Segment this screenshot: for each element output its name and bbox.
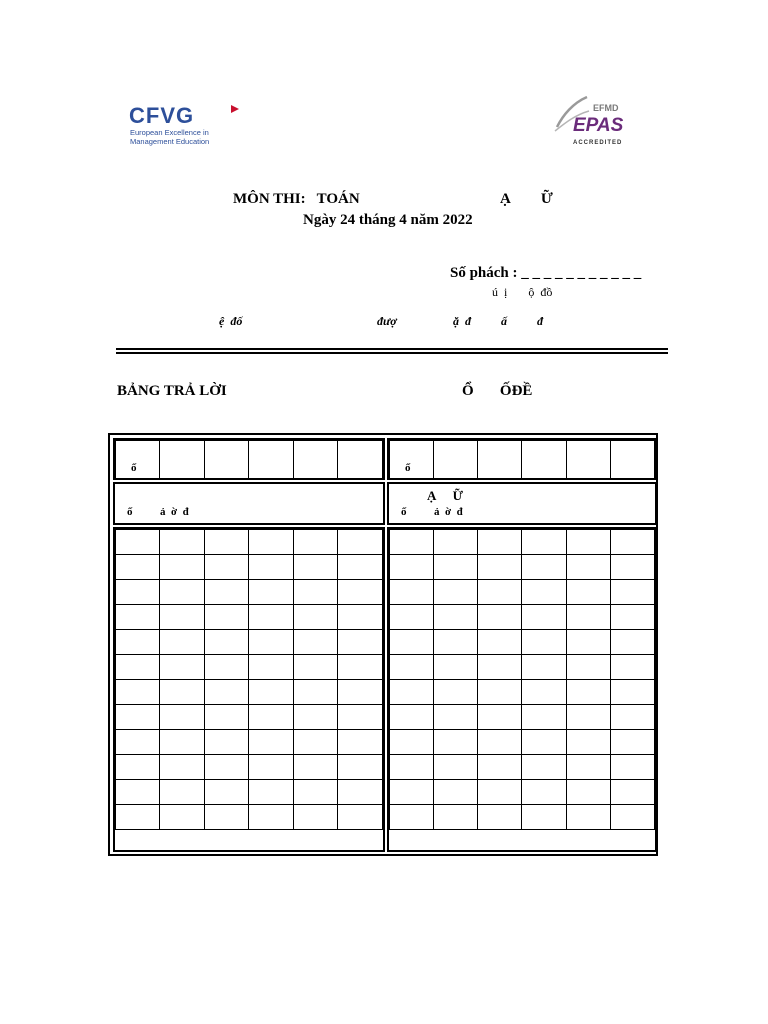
answer-cell[interactable] — [204, 780, 249, 805]
left-answer-table — [115, 529, 383, 830]
answer-cell[interactable] — [204, 530, 249, 555]
answer-cell[interactable] — [204, 605, 249, 630]
table-row — [116, 555, 383, 580]
cfvg-arrow-icon — [231, 105, 239, 113]
answer-cell[interactable] — [434, 580, 478, 605]
answer-cell[interactable] — [293, 580, 338, 605]
answer-cell[interactable] — [522, 730, 566, 755]
answer-cell[interactable] — [434, 730, 478, 755]
left-section-label: ố ả ờ đ — [127, 506, 189, 518]
right-header-cell[interactable] — [434, 441, 478, 479]
answer-cell[interactable] — [610, 555, 654, 580]
answer-cell[interactable] — [204, 755, 249, 780]
so-phach-field: Số phách : _ _ _ _ _ _ _ _ _ _ _ — [450, 265, 642, 281]
answer-cell[interactable] — [338, 680, 383, 705]
epas-logo — [553, 95, 633, 151]
answer-cell[interactable] — [610, 605, 654, 630]
answer-cell[interactable] — [522, 530, 566, 555]
table-row — [116, 580, 383, 605]
cfvg-logo — [125, 103, 245, 148]
answer-cell[interactable] — [338, 730, 383, 755]
right-header-cell[interactable] — [566, 441, 610, 479]
answer-cell[interactable] — [390, 705, 434, 730]
answer-cell[interactable] — [566, 780, 610, 805]
answer-cell[interactable] — [522, 630, 566, 655]
right-header-row — [389, 440, 655, 479]
answer-cell[interactable] — [338, 655, 383, 680]
exam-subject: MÔN THI: TOÁN — [233, 191, 360, 207]
answer-cell[interactable] — [610, 805, 654, 830]
answer-cell[interactable] — [293, 730, 338, 755]
left-header-cell[interactable] — [293, 441, 338, 479]
answer-cell[interactable] — [249, 530, 294, 555]
answer-cell[interactable] — [249, 680, 294, 705]
answer-cell[interactable] — [249, 580, 294, 605]
answer-cell[interactable] — [390, 555, 434, 580]
answer-cell[interactable] — [116, 655, 160, 680]
answer-cell[interactable] — [610, 755, 654, 780]
answer-cell[interactable] — [566, 555, 610, 580]
instruction-2: đượ — [377, 314, 397, 328]
answer-cell[interactable] — [116, 805, 160, 830]
answer-cell[interactable] — [566, 805, 610, 830]
right-answer-table — [389, 529, 655, 830]
answer-cell[interactable] — [478, 755, 522, 780]
answer-cell[interactable] — [390, 630, 434, 655]
answer-cell[interactable] — [160, 605, 205, 630]
answer-cell[interactable] — [116, 605, 160, 630]
answer-cell[interactable] — [566, 655, 610, 680]
instruction-3: ặ đ ấ đ — [453, 314, 543, 328]
answer-cell[interactable] — [160, 780, 205, 805]
answer-cell[interactable] — [522, 755, 566, 780]
exam-subject-part2: Ạ Ữ — [500, 191, 553, 207]
answer-cell[interactable] — [390, 755, 434, 780]
answer-cell[interactable] — [249, 805, 294, 830]
answer-cell[interactable] — [522, 680, 566, 705]
answer-cell[interactable] — [390, 605, 434, 630]
answer-cell[interactable] — [160, 755, 205, 780]
right-header-cell[interactable] — [478, 441, 522, 479]
table-row — [116, 780, 383, 805]
answer-cell[interactable] — [522, 705, 566, 730]
answer-cell[interactable] — [293, 780, 338, 805]
answer-cell[interactable] — [522, 580, 566, 605]
answer-cell[interactable] — [434, 555, 478, 580]
answer-cell[interactable] — [293, 680, 338, 705]
table-row — [116, 655, 383, 680]
table-row — [116, 680, 383, 705]
answer-cell[interactable] — [293, 805, 338, 830]
right-header-box — [387, 438, 657, 480]
answer-cell[interactable] — [434, 655, 478, 680]
left-header-row — [115, 440, 383, 479]
answer-cell[interactable] — [478, 580, 522, 605]
answer-cell[interactable] — [116, 705, 160, 730]
answer-cell[interactable] — [160, 555, 205, 580]
answer-cell[interactable] — [478, 530, 522, 555]
answer-cell[interactable] — [390, 805, 434, 830]
answer-cell[interactable] — [249, 780, 294, 805]
answer-cell[interactable] — [522, 780, 566, 805]
answer-cell[interactable] — [338, 630, 383, 655]
answer-cell[interactable] — [160, 530, 205, 555]
answer-cell[interactable] — [338, 555, 383, 580]
answer-cell[interactable] — [434, 755, 478, 780]
table-row — [390, 580, 655, 605]
table-row — [116, 805, 383, 830]
answer-cell[interactable] — [116, 530, 160, 555]
answer-cell[interactable] — [293, 655, 338, 680]
answer-cell[interactable] — [160, 580, 205, 605]
cfvg-logo-text: CFVG — [129, 103, 195, 128]
answer-cell[interactable] — [434, 605, 478, 630]
answer-cell[interactable] — [249, 755, 294, 780]
answer-cell[interactable] — [204, 805, 249, 830]
answer-cell[interactable] — [338, 780, 383, 805]
table-row — [390, 755, 655, 780]
answer-sheet-code: Ổ ỐĐỀ — [462, 383, 533, 399]
answer-cell[interactable] — [522, 655, 566, 680]
table-row — [116, 630, 383, 655]
answer-cell[interactable] — [249, 630, 294, 655]
exam-date: Ngày 24 tháng 4 năm 2022 — [303, 212, 473, 228]
epas-accredited-label: ACCREDITED — [573, 140, 623, 146]
table-row — [390, 730, 655, 755]
answer-cell[interactable] — [116, 680, 160, 705]
answer-cell[interactable] — [338, 705, 383, 730]
answer-cell[interactable] — [390, 730, 434, 755]
answer-cell[interactable] — [522, 555, 566, 580]
answer-cell[interactable] — [204, 680, 249, 705]
answer-cell[interactable] — [478, 730, 522, 755]
answer-cell[interactable] — [160, 630, 205, 655]
cfvg-tagline-1: European Excellence in — [130, 128, 209, 137]
left-answer-box — [113, 527, 385, 852]
table-row — [390, 705, 655, 730]
answer-cell[interactable] — [566, 605, 610, 630]
answer-cell[interactable] — [566, 705, 610, 730]
table-row — [390, 555, 655, 580]
table-row — [116, 730, 383, 755]
answer-cell[interactable] — [249, 555, 294, 580]
answer-cell[interactable] — [293, 605, 338, 630]
answer-cell[interactable] — [116, 780, 160, 805]
answer-cell[interactable] — [522, 805, 566, 830]
right-header-label: ố — [405, 462, 411, 474]
answer-cell[interactable] — [478, 630, 522, 655]
answer-cell[interactable] — [566, 755, 610, 780]
answer-cell[interactable] — [566, 530, 610, 555]
instruction-1: ệ đố — [219, 314, 243, 328]
right-header-cell[interactable] — [522, 441, 566, 479]
table-row — [116, 530, 383, 555]
answer-cell[interactable] — [610, 705, 654, 730]
answer-cell[interactable] — [610, 530, 654, 555]
divider-line-bottom — [116, 352, 668, 354]
table-row — [116, 755, 383, 780]
answer-cell[interactable] — [293, 555, 338, 580]
left-header-cell[interactable] — [160, 441, 205, 479]
answer-cell[interactable] — [434, 805, 478, 830]
epas-efmd-label: EFMD — [593, 103, 619, 113]
answer-cell[interactable] — [478, 805, 522, 830]
answer-cell[interactable] — [478, 680, 522, 705]
left-header-box — [113, 438, 385, 480]
table-row — [390, 630, 655, 655]
answer-cell[interactable] — [249, 605, 294, 630]
answer-cell[interactable] — [116, 630, 160, 655]
right-header-cell[interactable] — [390, 441, 434, 479]
answer-cell[interactable] — [610, 630, 654, 655]
right-answer-box — [387, 527, 657, 852]
answer-cell[interactable] — [610, 580, 654, 605]
answer-cell[interactable] — [434, 705, 478, 730]
answer-cell[interactable] — [566, 730, 610, 755]
table-row — [390, 605, 655, 630]
answer-cell[interactable] — [522, 605, 566, 630]
answer-cell[interactable] — [204, 555, 249, 580]
left-header-cell[interactable] — [338, 441, 383, 479]
answer-cell[interactable] — [434, 530, 478, 555]
answer-cell[interactable] — [338, 755, 383, 780]
answer-cell[interactable] — [610, 680, 654, 705]
answer-cell[interactable] — [160, 705, 205, 730]
answer-cell[interactable] — [160, 655, 205, 680]
answer-grid-frame — [108, 433, 658, 856]
answer-cell[interactable] — [478, 780, 522, 805]
right-header-cell[interactable] — [610, 441, 654, 479]
so-phach-note: ú ị ộ đồ — [492, 285, 553, 299]
answer-cell[interactable] — [390, 780, 434, 805]
answer-cell[interactable] — [116, 730, 160, 755]
table-row — [116, 705, 383, 730]
left-header-cell[interactable] — [204, 441, 249, 479]
table-row — [390, 805, 655, 830]
answer-cell[interactable] — [204, 730, 249, 755]
answer-cell[interactable] — [390, 680, 434, 705]
epas-label: EPAS — [573, 115, 624, 136]
answer-cell[interactable] — [434, 780, 478, 805]
right-section-title: Ạ Ữ — [427, 488, 463, 503]
answer-cell[interactable] — [293, 530, 338, 555]
answer-cell[interactable] — [338, 805, 383, 830]
answer-cell[interactable] — [610, 730, 654, 755]
table-row — [390, 680, 655, 705]
answer-cell[interactable] — [390, 655, 434, 680]
answer-cell[interactable] — [434, 630, 478, 655]
left-header-cell[interactable] — [249, 441, 294, 479]
answer-cell[interactable] — [566, 630, 610, 655]
answer-cell[interactable] — [610, 780, 654, 805]
answer-cell[interactable] — [204, 705, 249, 730]
answer-cell[interactable] — [338, 605, 383, 630]
answer-cell[interactable] — [249, 655, 294, 680]
answer-cell[interactable] — [478, 555, 522, 580]
answer-cell[interactable] — [478, 705, 522, 730]
answer-cell[interactable] — [566, 680, 610, 705]
answer-cell[interactable] — [478, 605, 522, 630]
answer-cell[interactable] — [160, 805, 205, 830]
answer-cell[interactable] — [160, 680, 205, 705]
left-header-cell[interactable] — [116, 441, 160, 479]
left-label-box — [113, 482, 385, 525]
right-section-label: ố ả ờ đ — [401, 506, 463, 518]
answer-cell[interactable] — [338, 580, 383, 605]
answer-cell[interactable] — [293, 755, 338, 780]
answer-cell[interactable] — [249, 730, 294, 755]
answer-cell[interactable] — [566, 580, 610, 605]
answer-sheet-title: BẢNG TRẢ LỜI — [117, 383, 227, 399]
answer-cell[interactable] — [293, 630, 338, 655]
right-label-box — [387, 482, 657, 525]
answer-cell[interactable] — [204, 655, 249, 680]
answer-cell[interactable] — [204, 630, 249, 655]
answer-cell[interactable] — [390, 580, 434, 605]
answer-cell[interactable] — [204, 580, 249, 605]
answer-cell[interactable] — [390, 530, 434, 555]
table-row — [390, 655, 655, 680]
answer-cell[interactable] — [434, 680, 478, 705]
answer-cell[interactable] — [116, 555, 160, 580]
left-header-label: ố — [131, 462, 137, 474]
divider-line-top — [116, 348, 668, 350]
answer-cell[interactable] — [293, 705, 338, 730]
answer-cell[interactable] — [116, 580, 160, 605]
answer-cell[interactable] — [160, 730, 205, 755]
answer-cell[interactable] — [338, 530, 383, 555]
answer-cell[interactable] — [610, 655, 654, 680]
answer-cell[interactable] — [116, 755, 160, 780]
table-row — [390, 780, 655, 805]
answer-cell[interactable] — [478, 655, 522, 680]
cfvg-tagline-2: Management Education — [130, 137, 210, 146]
table-row — [116, 605, 383, 630]
answer-cell[interactable] — [249, 705, 294, 730]
table-row — [390, 530, 655, 555]
